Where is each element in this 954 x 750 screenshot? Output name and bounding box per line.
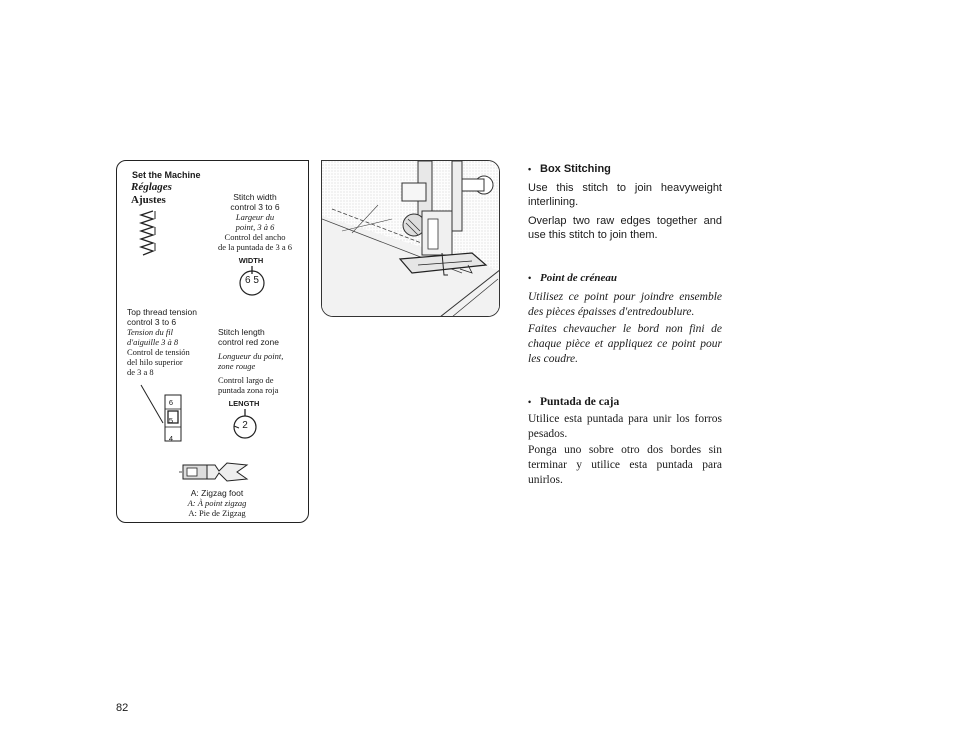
- tension-text-en-1: Top thread tension: [127, 307, 197, 317]
- width-text-en-1: Stitch width: [233, 192, 277, 202]
- foot-text-fr: A: À point zigzag: [187, 498, 247, 508]
- foot-text-es: A: Pie de Zigzag: [188, 508, 246, 518]
- width-dial-label: WIDTH: [238, 256, 264, 265]
- sewing-foot-drawing: [322, 161, 500, 317]
- length-text-fr-2: zone rouge: [218, 361, 256, 371]
- width-label-group: [205, 192, 305, 252]
- heading-en-text: Box Stitching: [540, 163, 611, 175]
- tension-value-5: 5: [168, 416, 174, 425]
- tension-dial-icon: [139, 383, 189, 443]
- length-text-en-2: control red zone: [218, 337, 279, 347]
- width-text-en-2: control 3 to 6: [230, 202, 280, 212]
- zigzag-foot-icon: [179, 459, 253, 485]
- foot-text-en: A: Zigzag foot: [190, 488, 244, 498]
- settings-title-en: Set the Machine: [132, 170, 201, 180]
- page-number: 82: [116, 702, 129, 714]
- length-text-en-1: Stitch length: [218, 327, 265, 337]
- tension-dial-values: [165, 394, 177, 448]
- tension-text-es-3: de 3 a 8: [127, 367, 154, 377]
- tension-value-4: 4: [168, 434, 174, 443]
- heading-fr: [528, 272, 722, 284]
- settings-title-es: Ajustes: [131, 194, 166, 206]
- paragraph-fr-2: Faites chevaucher le bord non fini de chaque pièce et appliquez ce point pour les coudre.: [528, 323, 722, 365]
- heading-en: [528, 163, 722, 175]
- heading-es: [528, 396, 722, 408]
- tension-text-fr-2: d'aiguille 3 à 8: [127, 337, 179, 347]
- width-text-es-1: Control del ancho: [224, 232, 286, 242]
- tension-value-6: 6: [168, 398, 174, 407]
- paragraph-es-1: Utilice esta puntada para unir los forros pesados.: [528, 413, 722, 440]
- length-dial-label: LENGTH: [228, 399, 260, 408]
- bullet-fr: •: [528, 273, 532, 283]
- box-stitch-pattern-icon: [135, 209, 161, 259]
- heading-fr-text: Point de créneau: [540, 272, 617, 284]
- length-text-es-2: puntada zona roja: [218, 385, 279, 395]
- paragraph-en-1: Use this stitch to join heavyweight interlining.: [528, 182, 722, 208]
- width-dial-value: 6 5: [245, 275, 259, 286]
- width-text-fr-1: Largeur du: [235, 212, 275, 222]
- paragraph-es-2: Ponga uno sobre otro dos bordes sin terminar y utilice esta puntada para unirlos.: [528, 444, 722, 486]
- paragraph-fr-1: Utilisez ce point pour joindre ensemble des pièces épaisses d'entredoublure.: [528, 291, 722, 318]
- length-label-group: [218, 327, 310, 395]
- width-text-es-2: de la puntada de 3 a 6: [217, 242, 293, 252]
- bullet-es: •: [528, 397, 532, 407]
- length-text-es-1: Control largo de: [218, 375, 274, 385]
- machine-settings-panel: [116, 160, 309, 523]
- settings-title-fr: Réglages: [131, 181, 172, 193]
- width-text-fr-2: point, 3 à 6: [235, 222, 275, 232]
- tension-label-group: [127, 307, 227, 377]
- tension-text-es-1: Control de tensión: [127, 347, 190, 357]
- length-text-fr-1: Longueur du point,: [218, 351, 284, 361]
- foot-label-group: [157, 488, 277, 518]
- bullet-en: •: [528, 164, 532, 174]
- presser-foot-illustration: [321, 160, 500, 317]
- tension-text-fr-1: Tension du fil: [127, 327, 173, 337]
- paragraph-en-2: Overlap two raw edges together and use this stitch to join them.: [528, 215, 722, 241]
- length-dial-value: 2: [242, 420, 248, 431]
- tension-text-en-2: control 3 to 6: [127, 317, 177, 327]
- heading-es-text: Puntada de caja: [540, 396, 620, 408]
- tension-text-es-2: del hilo superior: [127, 357, 183, 367]
